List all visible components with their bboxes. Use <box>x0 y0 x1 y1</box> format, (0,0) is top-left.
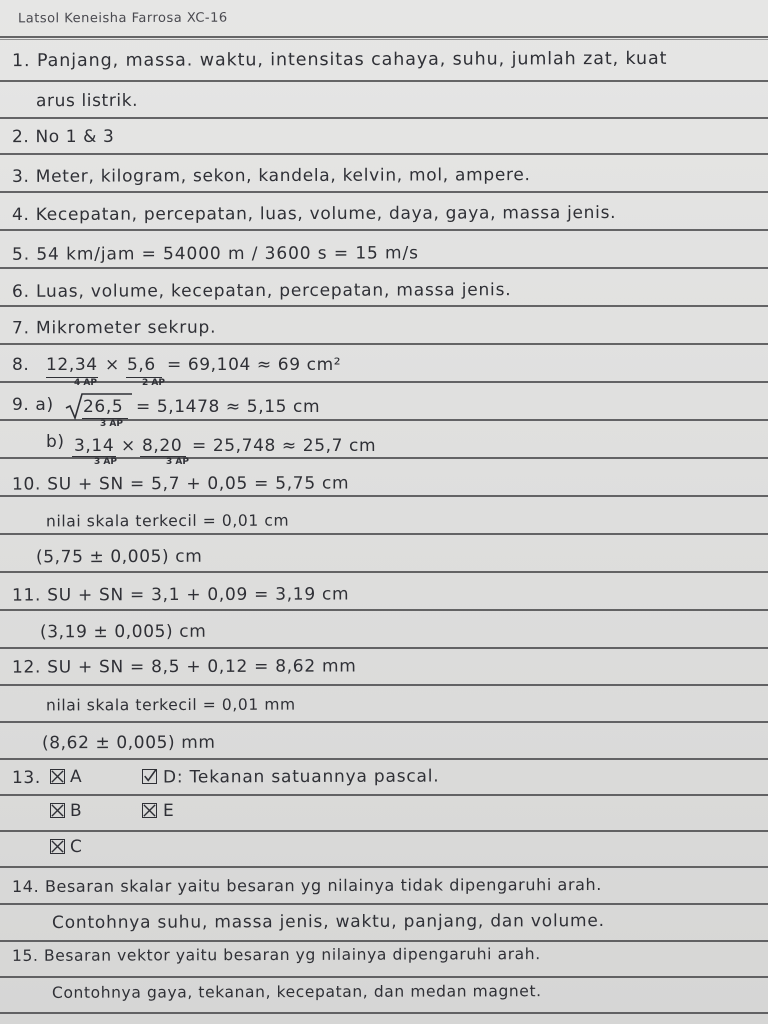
answer-9a-label: 9. a) <box>12 395 54 415</box>
ruled-line <box>0 684 768 686</box>
answer-15-line-2: Contohnya gaya, tekanan, kecepatan, dan medan magnet. <box>51 982 542 1002</box>
answer-11-line-2: (3,19 ± 0,005) cm <box>39 621 207 643</box>
answer-8-sigfig-1: 4 AP <box>74 378 97 388</box>
answer-8-result: = 69,104 ≈ 69 cm² <box>167 355 342 375</box>
answer-13-option-b: B <box>69 800 83 822</box>
ruled-line <box>0 609 768 611</box>
page-header: Latsol Keneisha Farrosa XC-16 <box>17 10 228 27</box>
ruled-line <box>0 830 768 832</box>
ruled-line <box>0 976 768 978</box>
ruled-line <box>0 117 768 119</box>
answer-9a-sigfig: 3 AP <box>100 419 123 429</box>
ruled-line <box>0 267 768 269</box>
checkbox-crossed <box>50 769 65 784</box>
answer-10-line-1: 10. SU + SN = 5,7 + 0,05 = 5,75 cm <box>11 473 350 495</box>
ruled-line <box>0 305 768 307</box>
ruled-line <box>0 903 768 905</box>
ruled-line <box>0 533 768 535</box>
answer-8-factor-2: 5,6 <box>127 355 156 375</box>
answer-9b-sigfig-2: 3 AP <box>166 457 189 467</box>
answer-9a-radicand: 26,5 <box>83 397 124 417</box>
answer-8-sigfig-2: 2 AP <box>142 378 165 388</box>
ruled-line <box>0 495 768 497</box>
ruled-line <box>0 381 768 383</box>
ruled-line <box>0 647 768 649</box>
ruled-line <box>0 191 768 193</box>
ruled-line <box>0 758 768 760</box>
ruled-line <box>0 794 768 796</box>
ruled-line <box>0 153 768 155</box>
answer-10-line-3: (5,75 ± 0,005) cm <box>35 546 203 568</box>
answer-9b-factor-1: 3,14 <box>74 436 115 456</box>
answer-13-option-e: E <box>162 800 175 822</box>
checkbox-crossed <box>50 839 65 854</box>
answer-13-option-a: A <box>69 766 83 788</box>
answer-4: 4. Kecepatan, percepatan, luas, volume, daya, gaya, massa jenis. <box>11 202 617 226</box>
answer-10-line-2: nilai skala terkecil = 0,01 cm <box>45 511 290 531</box>
answer-5: 5. 54 km/jam = 54000 m / 3600 s = 15 m/s <box>11 243 419 265</box>
answer-9b-result: = 25,748 ≈ 25,7 cm <box>192 436 377 456</box>
answer-15-line-1: 15. Besaran vektor yaitu besaran yg nilainya dipengaruhi arah. <box>11 945 541 965</box>
answer-12-line-1: 12. SU + SN = 8,5 + 0,12 = 8,62 mm <box>11 656 357 678</box>
answer-3: 3. Meter, kilogram, sekon, kandela, kelvin, mol, ampere. <box>11 165 531 187</box>
ruled-line <box>0 866 768 868</box>
checkbox-checked <box>142 769 157 784</box>
ruled-line <box>0 571 768 573</box>
ruled-line <box>0 940 768 942</box>
answer-1-line-2: arus listrik. <box>35 90 139 112</box>
answer-8-factor-1: 12,34 <box>46 355 98 375</box>
answer-12-line-2: nilai skala terkecil = 0,01 mm <box>45 695 296 715</box>
checkbox-crossed <box>50 803 65 818</box>
answer-12-line-3: (8,62 ± 0,005) mm <box>41 732 216 754</box>
answer-13-number: 13. <box>11 767 41 789</box>
answer-9b-factor-2: 8,20 <box>142 436 183 456</box>
answer-6: 6. Luas, volume, kecepatan, percepatan, massa jenis. <box>11 280 512 302</box>
answer-8-times: × <box>105 355 120 375</box>
answer-13-option-d: D: Tekanan satuannya pascal. <box>162 766 440 788</box>
answer-1-line-1: 1. Panjang, massa. waktu, intensitas cahaya, suhu, jumlah zat, kuat <box>11 48 668 72</box>
answer-9b-label: b) <box>46 432 65 452</box>
answer-9a-result: = 5,1478 ≈ 5,15 cm <box>136 397 321 417</box>
ruled-line <box>0 721 768 723</box>
answer-14-line-2: Contohnya suhu, massa jenis, waktu, panjang, dan volume. <box>51 911 605 933</box>
checkbox-crossed <box>142 803 157 818</box>
answer-9b-sigfig-1: 3 AP <box>94 457 117 467</box>
answer-14-line-1: 14. Besaran skalar yaitu besaran yg nilainya tidak dipengaruhi arah. <box>11 874 602 897</box>
ruled-line <box>0 1012 768 1014</box>
answer-2: 2. No 1 & 3 <box>11 126 115 148</box>
ruled-line <box>0 343 768 345</box>
ruled-line <box>0 39 768 40</box>
ruled-line <box>0 229 768 231</box>
ruled-line <box>0 36 768 38</box>
answer-11-line-1: 11. SU + SN = 3,1 + 0,09 = 3,19 cm <box>11 584 350 606</box>
answer-9b-times: × <box>121 436 136 456</box>
answer-8-number: 8. <box>12 355 30 375</box>
answer-7: 7. Mikrometer sekrup. <box>11 317 217 339</box>
ruled-line <box>0 80 768 82</box>
answer-13-option-c: C <box>69 836 83 858</box>
